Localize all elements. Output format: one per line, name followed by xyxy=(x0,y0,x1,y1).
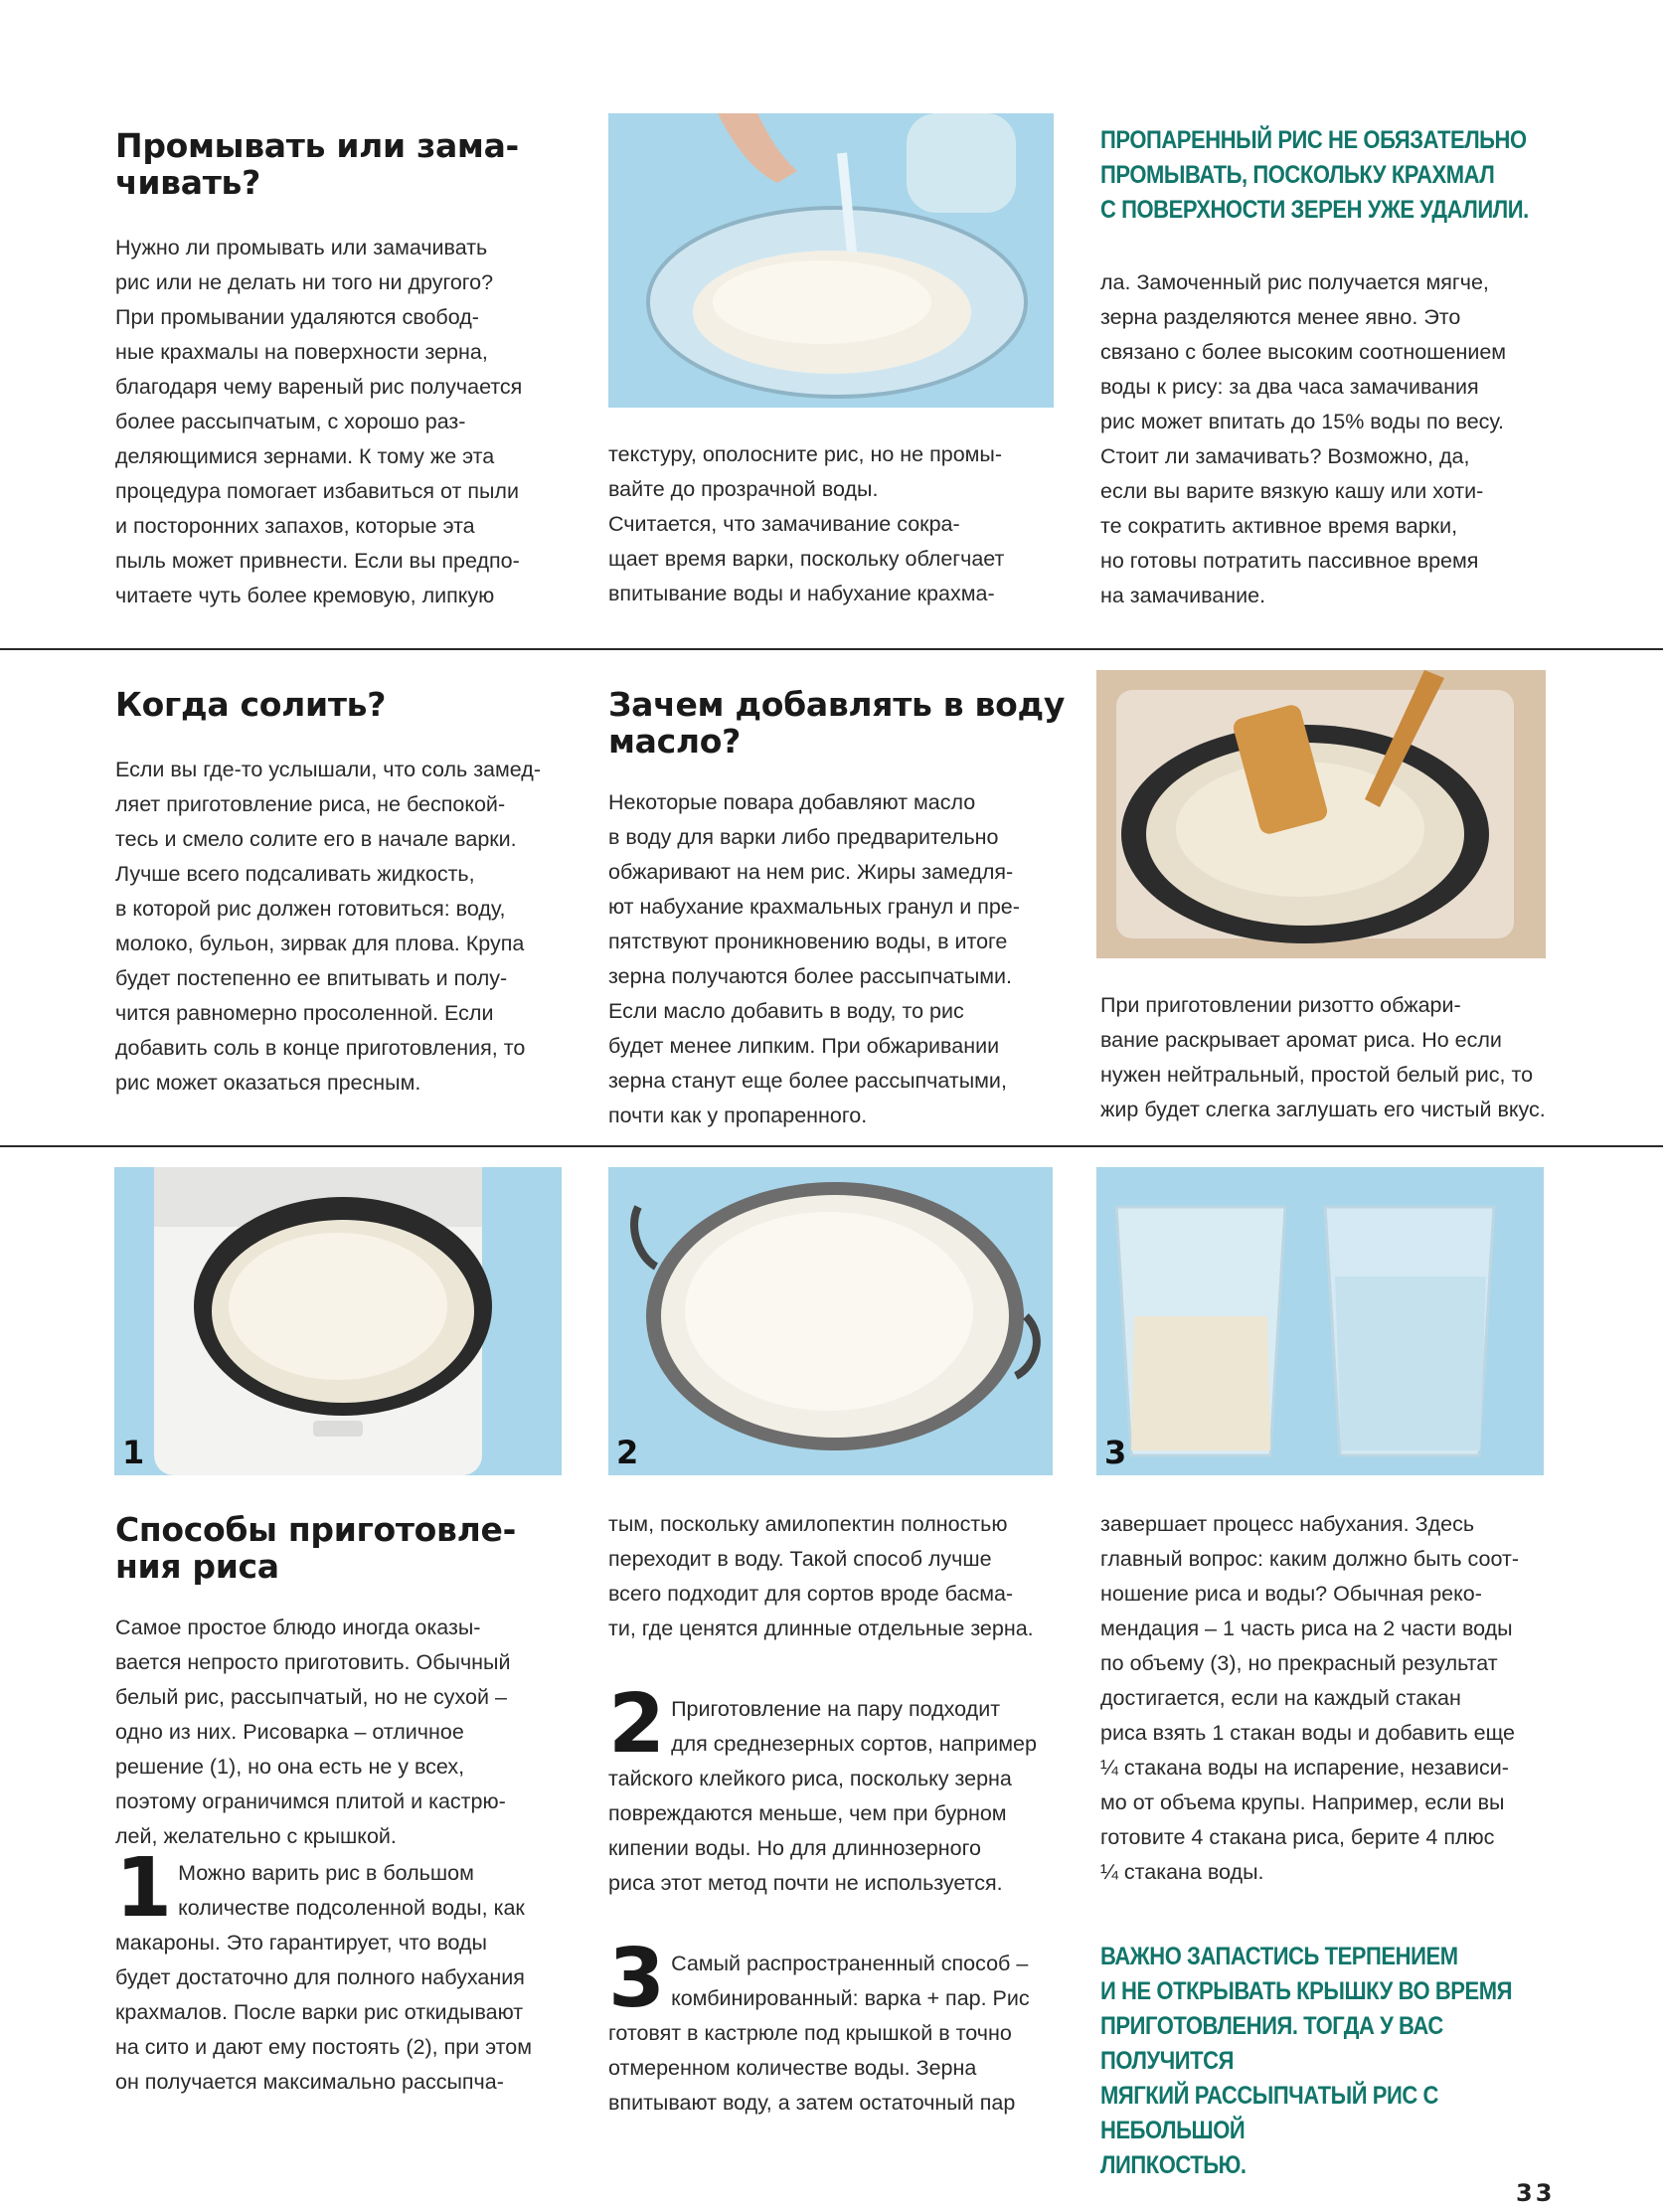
photo-number-2: 2 xyxy=(616,1434,639,1471)
methods-col2-top: тым, поскольку амилопектин полностью переходит в воду. Такой способ лучше всего подходит для сортов вроде басма- ти, где ценятся длинные отдельные зерна. xyxy=(608,1512,1034,1640)
methods-col3-text: завершает процесс набухания. Здесь главный вопрос: каким должно быть соот- ношение риса и воды? Обычная реко- мендация – 1 часть риса на 2 части воды по объему (3), но прекрасный результат достигается, если на каждый стакан риса взять 1 стакан воды и добавить еще ¼ стакана воды на испарение, независи- мо от объема крупы. Например, если вы готовите 4 стакана риса, берите 4 плюс ¼ стакана воды. xyxy=(1100,1512,1519,1884)
wash-text-col2: текстуру, ополосните рис, но не промы- вайте до прозрачной воды. Считается, что замачивание сокра- щает время варки, поскольку облегчает впитывание воды и набухание крахма- xyxy=(608,442,1005,605)
page-number: 33 xyxy=(1516,2179,1556,2207)
method-3 xyxy=(608,1932,1068,2121)
divider-2 xyxy=(0,1145,1663,1147)
photo-frying-rice xyxy=(1096,670,1546,958)
callout-patience: ВАЖНО ЗАПАСТИСЬ ТЕРПЕНИЕМ И НЕ ОТКРЫВАТЬ КРЫШКУ ВО ВРЕМЯ ПРИГОТОВЛЕНИЯ. ТОГДА У ВАС ПОЛУЧИТСЯ МЯГКИЙ РАССЫПЧАТЫЙ РИС С НЕБОЛЬШОЙ ЛИПКОСТЬЮ. xyxy=(1100,1943,1512,2179)
method-3-text: Самый распространенный способ – комбинированный: варка + пар. Рис готовят в кастрюле под крышкой в точно отмеренном количестве воды. Зерна впитывают воду, а затем остаточный пар xyxy=(608,1952,1030,2115)
oil-text-col3: При приготовлении ризотто обжари- вание раскрывает аромат риса. Но если нужен нейтральный, простой белый рис, то жир будет слегка заглушать его чистый вкус. xyxy=(1100,993,1546,1121)
photo-number-3: 3 xyxy=(1104,1434,1127,1471)
method-2-text: Приготовление на пару подходит для среднезерных сортов, например тайского клейкого риса, поскольку зерна повреждаются меньше, чем при бурном кипении воды. Но для длиннозерного риса этот метод почти не используется. xyxy=(608,1697,1037,1895)
wash-col2 xyxy=(608,437,1068,611)
section-salt xyxy=(115,686,575,1101)
method-1 xyxy=(115,1841,575,2100)
section-title-methods: Способы приготовле- ния риса xyxy=(115,1510,516,1586)
callout-parboiled: ПРОПАРЕННЫЙ РИС НЕ ОБЯЗАТЕЛЬНО ПРОМЫВАТЬ, ПОСКОЛЬКУ КРАХМАЛ С ПОВЕРХНОСТИ ЗЕРЕН УЖЕ УДАЛИЛИ. xyxy=(1100,126,1529,224)
photo-colander xyxy=(608,1167,1053,1475)
dropcap-2: 2 xyxy=(608,1677,666,1772)
section-title-oil: Зачем добавлять в воду масло? xyxy=(608,685,1066,761)
section-title-salt: Когда солить? xyxy=(115,685,387,724)
photo-two-glasses xyxy=(1096,1167,1544,1475)
photo-rinsing-rice xyxy=(608,113,1054,408)
wash-text-col1: Нужно ли промывать или замачивать рис или не делать ни того ни другого? При промывании удаляются свобод- ные крахмалы на поверхности зерна, благодаря чему вареный рис получается более рассыпчатым, с хорошо раз- деляющимися зернами. К тому же эта процедура помогает избавиться от пыли и посторонних запахов, которые эта пыль может привнести. Если вы предпо- читаете чуть более кремовую, липкую xyxy=(115,236,523,607)
divider-1 xyxy=(0,648,1663,650)
section-title-wash: Промывать или зама- чивать? xyxy=(115,126,519,202)
methods-intro: Самое простое блюдо иногда оказы- вается непросто приготовить. Обычный белый рис, рассыпчатый, но не сухой – одно из них. Рисоварка – отличное решение (1), но она есть не у всех, поэтому ограничимся плитой и кастрю- лей, желательно с крышкой. xyxy=(115,1616,511,1848)
section-methods xyxy=(115,1511,575,2100)
oil-text: Некоторые повара добавляют масло в воду для варки либо предварительно обжаривают на нем рис. Жиры замедля- ют набухание крахмальных гранул и пре- пятствуют проникновению воды, в итоге зерна получаются более рассыпчатыми. Если масло добавить в воду, то рис будет менее липким. При обжаривании зерна станут еще более рассыпчатыми, почти как у пропаренного. xyxy=(608,790,1020,1127)
dropcap-1: 1 xyxy=(115,1841,173,1936)
oil-col3 xyxy=(1100,988,1560,1127)
methods-col3 xyxy=(1100,1507,1560,2183)
method-1-text: Можно варить рис в большом количестве подсоленной воды, как макароны. Это гарантирует, что воды будет достаточно для полного набухания крахмалов. После варки рис откидывают на сито и дают ему постоять (2), при этом он получается максимально рассыпча- xyxy=(115,1861,532,2094)
photo-rice-cooker xyxy=(114,1167,562,1475)
section-wash xyxy=(115,127,575,613)
wash-col3 xyxy=(1100,123,1560,613)
salt-text: Если вы где-то услышали, что соль замед- ляет приготовление риса, не беспокой- тесь и смело солите его в начале варки. Лучше всего подсаливать жидкость, в которой рис должен готовиться: воду, молоко, бульон, зирвак для плова. Крупа будет постепенно ее впитывать и полу- чится равномерно просоленной. Если добавить соль в конце приготовления, то рис может оказаться пресным. xyxy=(115,758,541,1095)
section-oil xyxy=(608,686,1068,1133)
photo-number-1: 1 xyxy=(122,1434,145,1471)
methods-col2 xyxy=(608,1507,1068,2121)
dropcap-3: 3 xyxy=(608,1932,666,2026)
wash-text-col3: ла. Замоченный рис получается мягче, зерна разделяются менее явно. Это связано с более высоким соотношением воды к рису: за два часа замачивания рис может впитать до 15% воды по весу. Стоит ли замачивать? Возможно, да, если вы варите вязкую кашу или хоти- те сократить активное время варки, но готовы потратить пассивное время на замачивание. xyxy=(1100,270,1507,607)
method-2 xyxy=(608,1677,1068,1901)
